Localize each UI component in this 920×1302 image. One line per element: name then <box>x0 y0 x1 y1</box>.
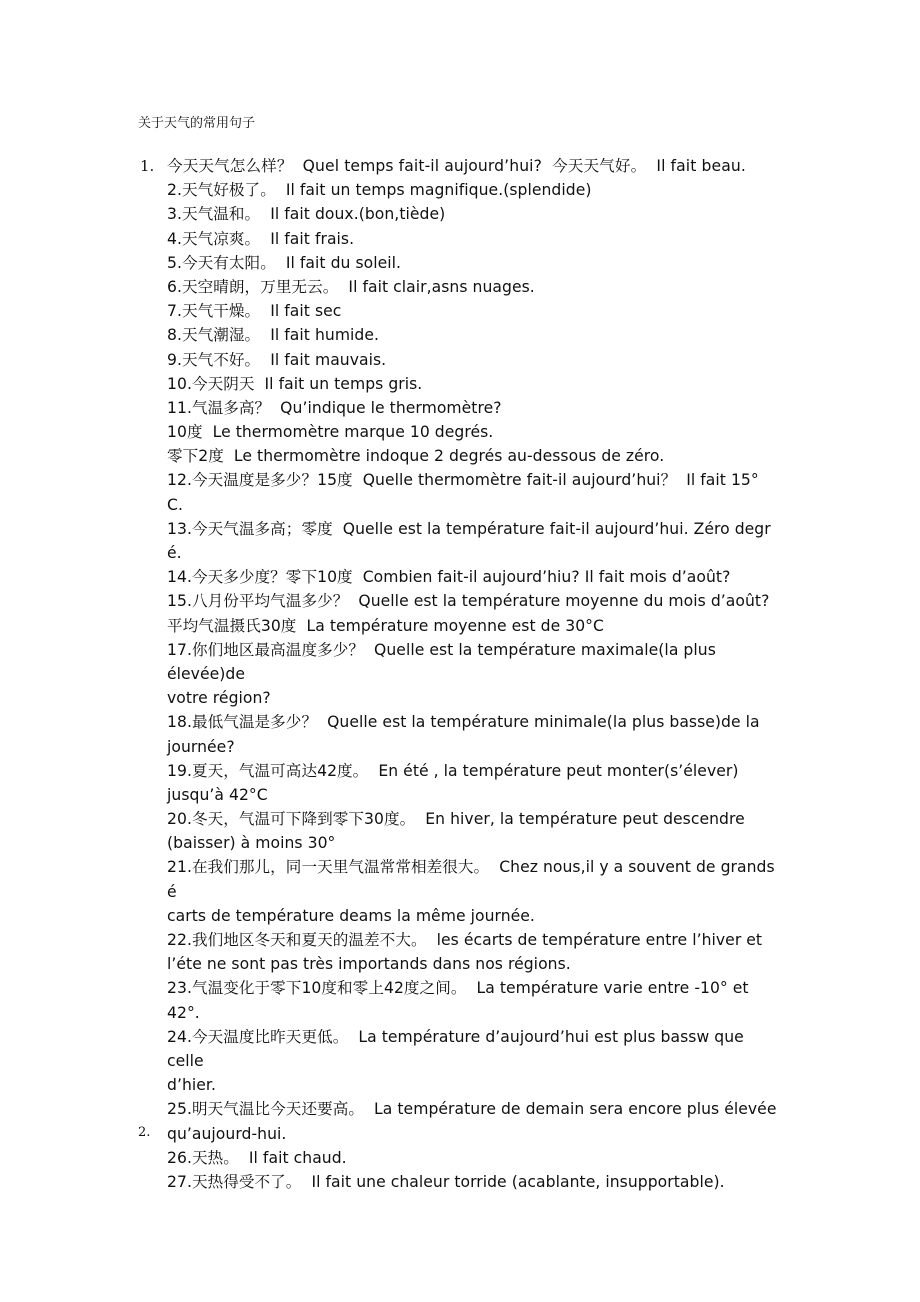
text-line: 11.气温多高？ Qu’indique le thermomètre? <box>167 398 502 417</box>
text-line: 10度 Le thermomètre marque 10 degrés. <box>167 423 494 442</box>
text-line: é. <box>167 544 182 562</box>
text-line: 今天天气怎么样？ Quel temps fait-il aujourd’hui? 今天天气好。 Il fait beau. <box>167 157 746 175</box>
text-line: 2.天气好极了。 Il fait un temps magnifique.(splendide) <box>167 181 592 200</box>
text-line: 9.天气不好。 Il fait mauvais. <box>167 350 387 369</box>
text-line: (baisser) à moins 30° <box>167 834 336 853</box>
text-line: 8.天气潮湿。 Il fait humide. <box>167 326 380 345</box>
text-line: 23.气温变化于零下10度和零上42度之间。 La température varie entre -10° et <box>167 979 749 998</box>
text-line: 18.最低气温是多少？ Quelle est la température minimale(la plus basse)de la <box>167 713 760 732</box>
text-line: 平均气温摄氏30度 La température moyenne est de 30°C <box>167 616 604 635</box>
text-line: carts de température deams la même journée. <box>167 906 535 925</box>
text-line: élevée)de <box>167 664 245 683</box>
text-line: 12.今天温度是多少？15度 Quelle thermomètre fait-il aujourd’hui？ Il fait 15° <box>167 471 759 490</box>
text-line: 14.今天多少度？零下10度 Combien fait-il aujourd’hiu? Il fait mois d’août? <box>167 568 731 587</box>
text-line: 零下2度 Le thermomètre indoque 2 degrés au-dessous de zéro. <box>167 447 665 466</box>
text-line: 21.在我们那儿，同一天里气温常常相差很大。 Chez nous,il y a souvent de grands <box>167 858 775 877</box>
text-line: 22.我们地区冬天和夏天的温差不大。 les écarts de température entre l’hiver et <box>167 931 763 949</box>
text-line: 15.八月份平均气温多少？ Quelle est la température moyenne du mois d’août? <box>167 592 770 611</box>
text-line: 5.今天有太阳。 Il fait du soleil. <box>167 253 402 272</box>
text-line: l’éte ne sont pas très importands dans nos régions. <box>167 955 571 974</box>
text-line: é <box>167 882 177 901</box>
sentence-list <box>167 154 803 1194</box>
text-line: 26.天热。 Il fait chaud. <box>167 1148 347 1167</box>
text-line: 19.夏天，气温可高达42度。 En été , la température peut monter(s’élever) <box>167 761 739 780</box>
text-line: qu’aujourd-hui. <box>167 1124 287 1143</box>
text-line: 3.天气温和。 Il fait doux.(bon,tiède) <box>167 205 446 224</box>
text-line: C. <box>167 495 183 514</box>
list-number-2: 2. <box>138 1125 151 1140</box>
text-line: 4.天气凉爽。 Il fait frais. <box>167 229 355 248</box>
text-line: journée? <box>167 737 235 756</box>
text-line: 24.今天温度比昨天更低。 La température d’aujourd’hui est plus bassw que <box>167 1027 744 1046</box>
text-line: 10.今天阴天 Il fait un temps gris. <box>167 374 423 393</box>
text-line: 13.今天气温多高；零度 Quelle est la température fait-il aujourd’hui. Zéro degr <box>167 519 771 538</box>
text-line: d’hier. <box>167 1076 216 1095</box>
text-line: 27.天热得受不了。 Il fait une chaleur torride (acablante, insupportable). <box>167 1172 725 1191</box>
text-line: celle <box>167 1051 204 1070</box>
text-line: 20.冬天，气温可下降到零下30度。 En hiver, la température peut descendre <box>167 810 745 829</box>
text-line: 17.你们地区最高温度多少？ Quelle est la température maximale(la plus <box>167 640 716 659</box>
text-line: votre région? <box>167 689 271 708</box>
text-line: 6.天空晴朗，万里无云。 Il fait clair,asns nuages. <box>167 277 535 296</box>
text-line: 25.明天气温比今天还要高。 La température de demain sera encore plus élevée <box>167 1100 777 1119</box>
text-line: jusqu’à 42°C <box>167 785 268 804</box>
list-number-1: 1. <box>140 157 155 175</box>
document-title: 关于天气的常用句子 <box>138 116 256 131</box>
text-line: 7.天气干燥。 Il fait sec <box>167 302 342 321</box>
text-line: 42°. <box>167 1003 200 1022</box>
